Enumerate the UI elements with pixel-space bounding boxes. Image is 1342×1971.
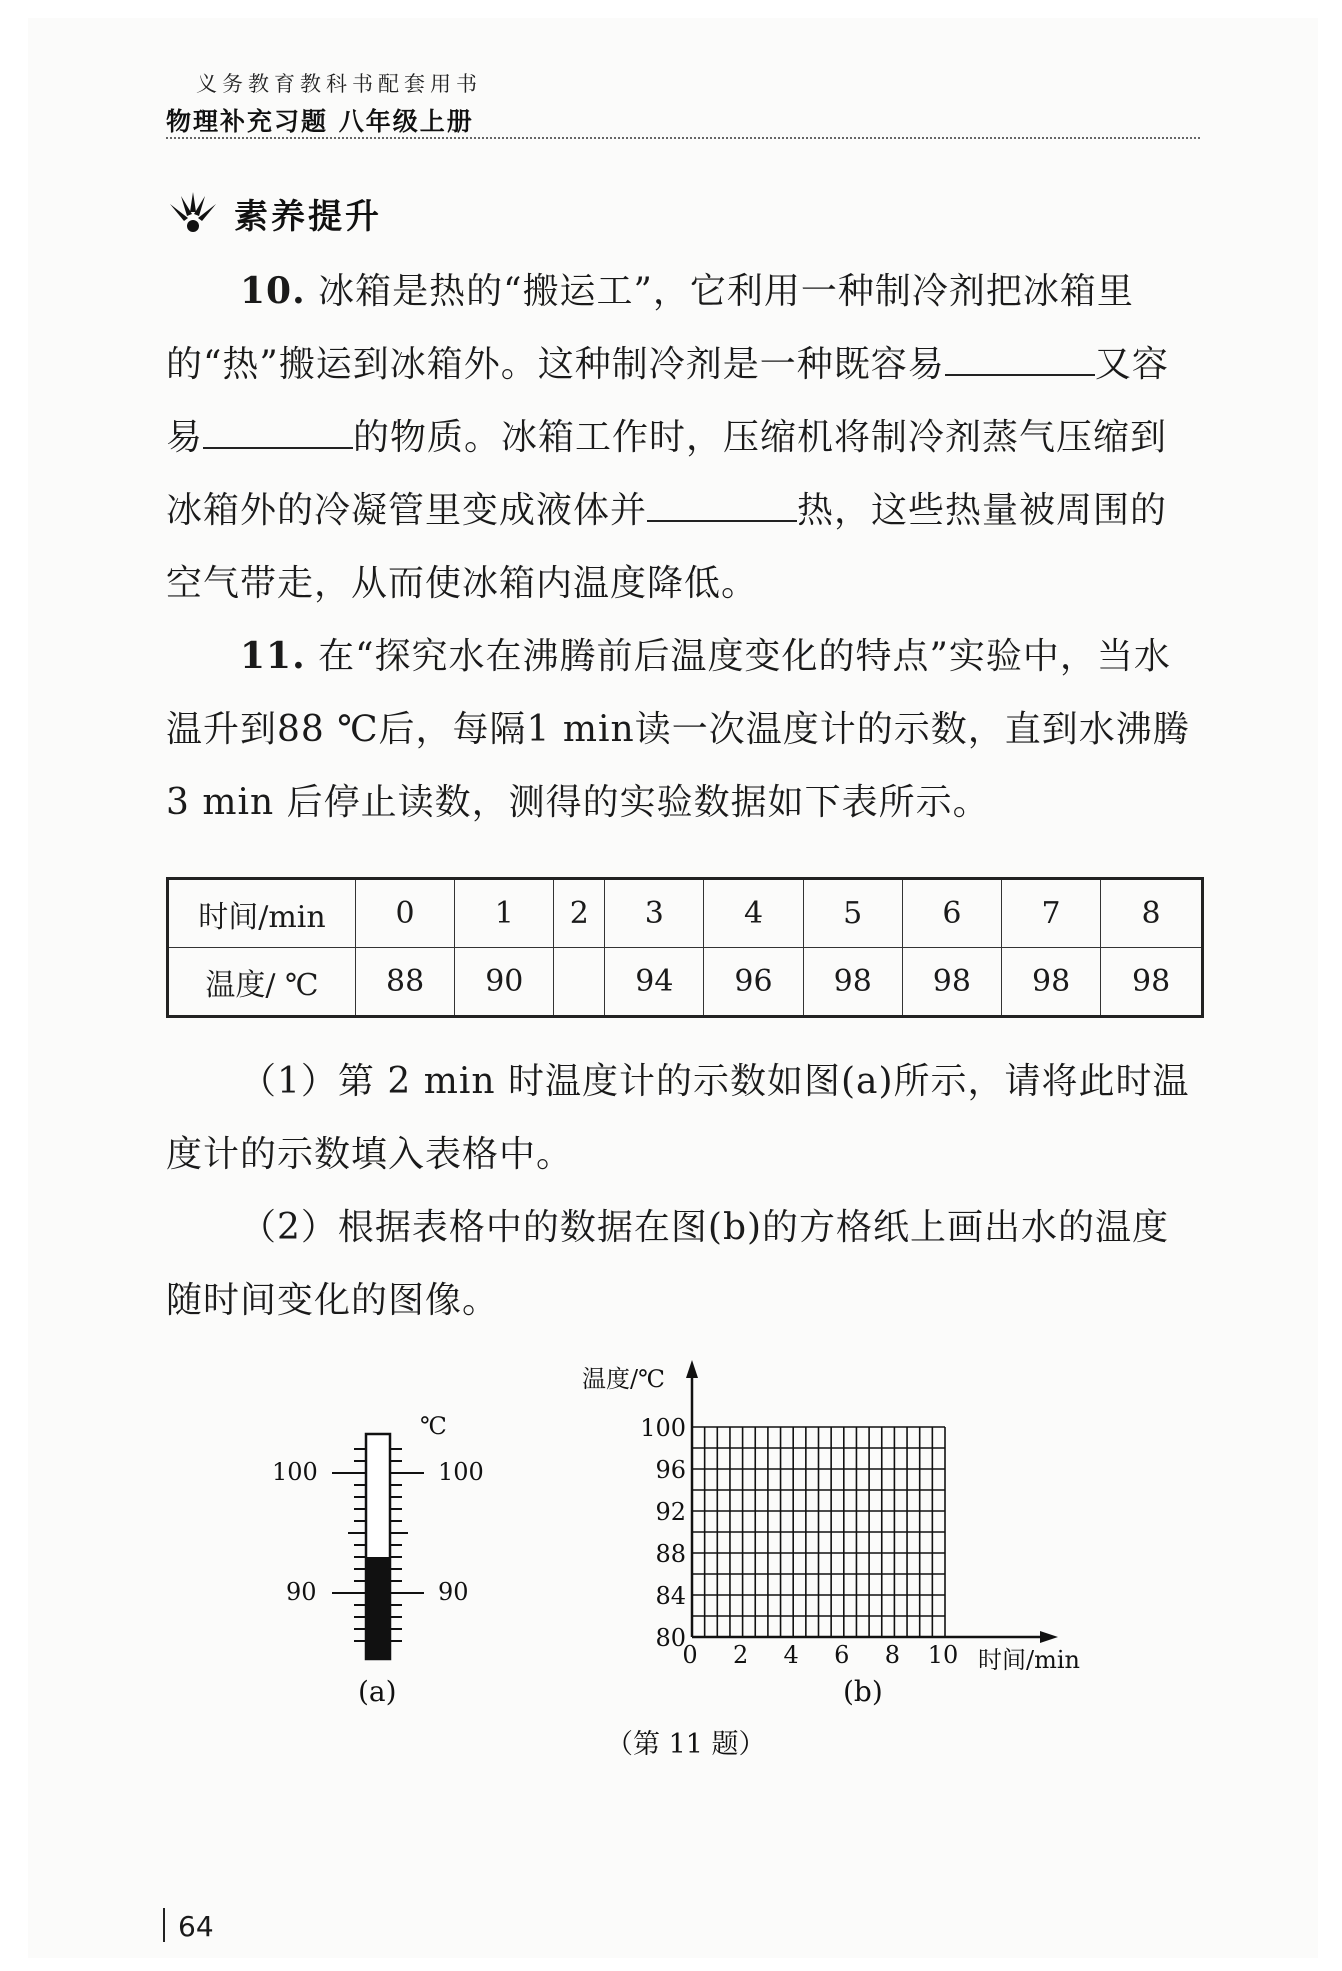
y-tick-label: 92 (655, 1498, 686, 1526)
thermometer-liquid (366, 1557, 390, 1659)
table-cell: 7 (1001, 879, 1100, 948)
y-tick-label: 100 (640, 1414, 686, 1442)
section-title: 素养提升 (234, 197, 382, 237)
table-cell: 0 (356, 879, 455, 948)
page-number-bar (163, 1908, 165, 1942)
x-tick-label: 6 (834, 1641, 850, 1669)
table-cell: 8 (1101, 879, 1203, 948)
x-axis-arrow-icon (1040, 1631, 1058, 1643)
table-cell: 90 (455, 948, 554, 1017)
x-tick-label: 10 (927, 1641, 959, 1669)
figure-caption: （第 11 题） (606, 1729, 766, 1760)
table-cell: 1 (455, 879, 554, 948)
table-cell: 98 (1101, 948, 1203, 1017)
x-axis-label: 时间/min (978, 1646, 1080, 1674)
x-tick-label: 0 (682, 1641, 698, 1669)
thermometer-right-90: 90 (438, 1578, 469, 1606)
series-title: 义务教育教科书配套用书 (196, 72, 482, 96)
y-tick-label: 96 (655, 1456, 686, 1484)
x-tick-label: 8 (884, 1641, 901, 1669)
x-tick-label: 2 (732, 1641, 749, 1669)
y-axis-arrow-icon (686, 1360, 698, 1378)
table-cell: 96 (704, 948, 803, 1017)
table-header-temperature: 温度/ ℃ (168, 948, 356, 1017)
question-10-number: 10. (240, 270, 306, 312)
table-cell: 94 (605, 948, 704, 1017)
q11-sub2: （2）根据表格中的数据在图(b)的方格纸上画出水的温度随时间变化的图像。 (166, 1207, 1170, 1321)
x-tick-label: 4 (783, 1641, 799, 1669)
page-number: 64 (178, 1910, 214, 1943)
q11-text: 在“探究水在沸腾前后温度变化的特点”实验中，当水温升到88 ℃后，每隔1 min读一次温度计的示数，直到水沸腾 3 min 后停止读数，测得的实验数据如下表所示。 (166, 636, 1190, 823)
table-cell: 6 (902, 879, 1001, 948)
book-title: 物理补充习题 八年级上册 (166, 107, 474, 136)
q11-sub1: （1）第 2 min 时温度计的示数如图(a)所示，请将此时温度计的示数填入表格中。 (166, 1061, 1190, 1175)
q10-text-2: 又容易 (166, 344, 1169, 458)
question-11-number: 11. (240, 635, 306, 677)
table-cell: 98 (803, 948, 902, 1017)
table-cell: 3 (605, 879, 704, 948)
thermometer-right-100: 100 (438, 1458, 484, 1486)
table-cell: 98 (1001, 948, 1100, 1017)
table-cell: 5 (803, 879, 902, 948)
q10-text-1: 冰箱是热的“搬运工”，它利用一种制冷剂把冰箱里的“热”搬运到冰箱外。这种制冷剂是一种既容易 (166, 271, 1134, 385)
y-tick-label: 88 (655, 1540, 686, 1568)
y-axis-label: 温度/℃ (582, 1365, 665, 1393)
figure-a-caption: (a) (358, 1675, 397, 1708)
q10-text-3: 的物质。冰箱工作时，压缩机将制冷剂蒸气压缩到冰箱外的冷凝管里变成液体并 (166, 417, 1168, 531)
q10-text-4: 热，这些热量被周围的空气带走，从而使冰箱内温度降低。 (166, 490, 1168, 604)
table-cell: 4 (704, 879, 803, 948)
y-tick-label: 84 (655, 1582, 686, 1610)
thermometer-left-100: 100 (272, 1458, 318, 1486)
thermometer-figure (272, 1412, 484, 1708)
table-header-time: 时间/min (168, 879, 356, 948)
figure-b-caption: (b) (843, 1675, 883, 1708)
table-cell: 88 (356, 948, 455, 1017)
thermometer-unit: ℃ (420, 1412, 447, 1440)
thermometer-left-90: 90 (286, 1578, 317, 1606)
grid-chart (582, 1360, 1080, 1708)
table-cell: 98 (902, 948, 1001, 1017)
table-cell: 2 (554, 879, 605, 948)
y-tick-label: 80 (655, 1624, 686, 1652)
